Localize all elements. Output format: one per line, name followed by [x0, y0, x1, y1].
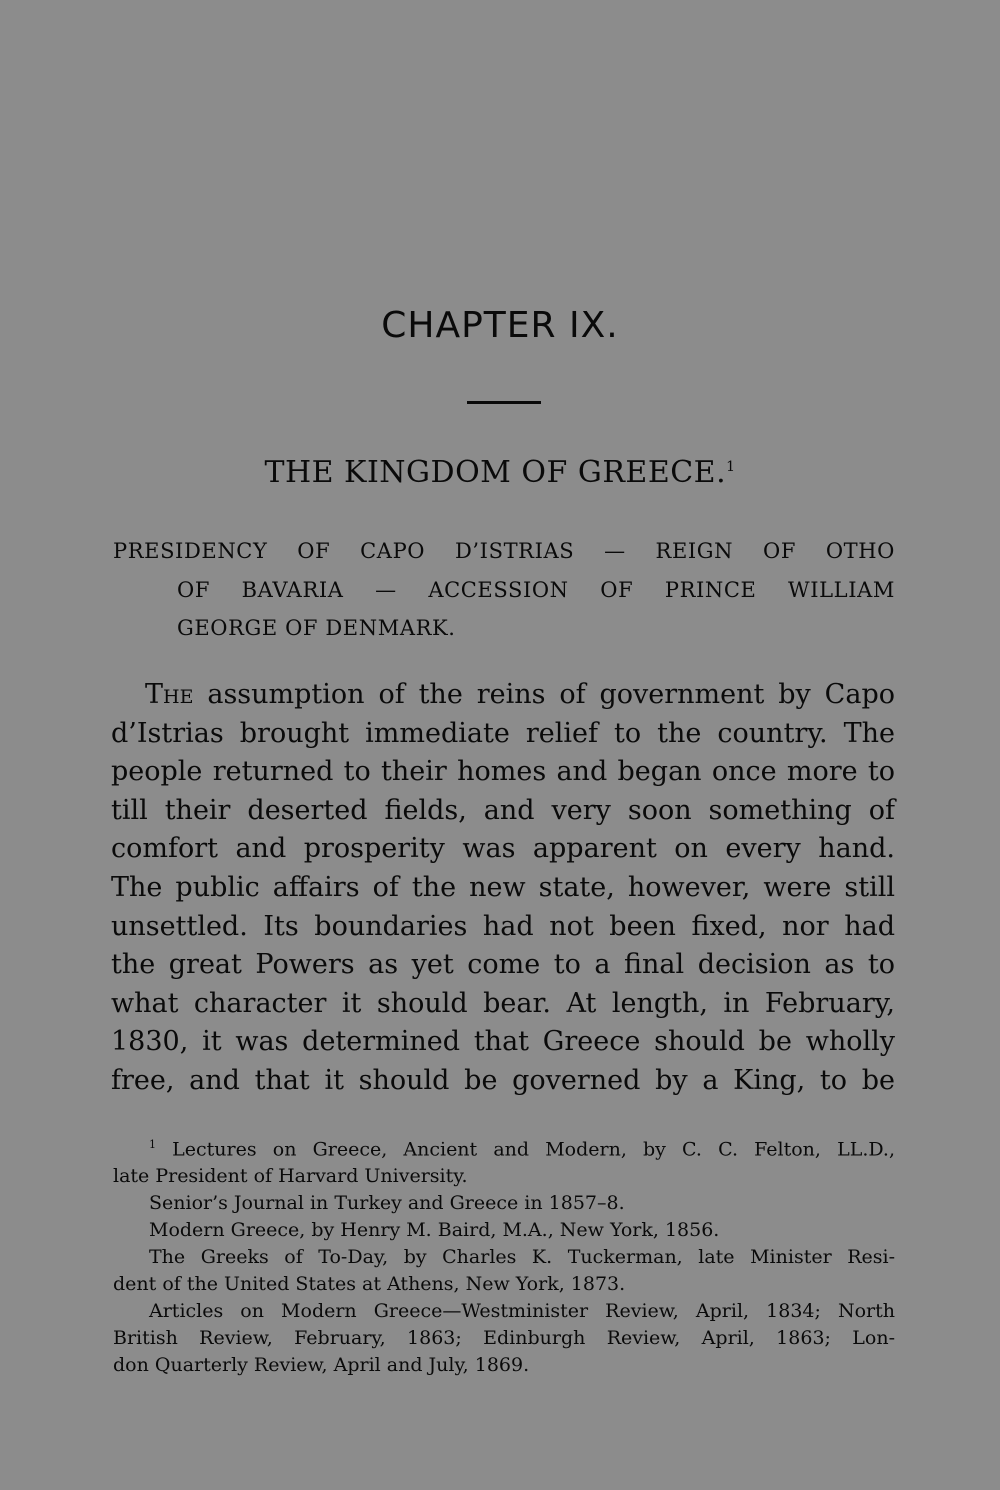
body-line: 1830, it was determined that Greece should be wholly — [111, 1026, 895, 1058]
body-line: unsettled. Its boundaries had not been fixed, nor had — [111, 910, 895, 942]
body-line: the great Powers as yet come to a final decision as to — [111, 949, 895, 981]
footnote-line: Articles on Modern Greece—Westminister Review, April, 1834; North — [149, 1300, 895, 1323]
footnote-line: British Review, February, 1863; Edinburgh Review, April, 1863; Lon- — [113, 1327, 895, 1350]
chapter-heading: CHAPTER IX. — [381, 305, 619, 346]
footnote-text: Lectures on Greece, Ancient and Modern, by C. C. Felton, LL.D., — [172, 1138, 896, 1161]
chapter-summary — [113, 532, 895, 648]
footnote-reference: 1 — [726, 459, 736, 475]
body-line — [111, 676, 895, 715]
footnote-line: don Quarterly Review, April and July, 1869. — [113, 1354, 530, 1377]
body-line: what character it should bear. At length, in February, — [111, 987, 895, 1019]
body-line: till their deserted fields, and very soon something of — [111, 794, 895, 826]
footnote-line: Senior’s Journal in Turkey and Greece in 1857–8. — [149, 1192, 625, 1215]
body-line: d’Istrias brought immediate relief to the country. The — [111, 717, 895, 749]
chapter-title-text: THE KINGDOM OF GREECE. — [264, 455, 727, 490]
footnote-line: The Greeks of To-Day, by Charles K. Tuckerman, late Minister Resi- — [149, 1246, 895, 1269]
body-line: The public affairs of the new state, however, were still — [111, 871, 895, 903]
footnote-line: Modern Greece, by Henry M. Baird, M.A., New York, 1856. — [149, 1219, 720, 1242]
chapter-rule — [467, 401, 541, 404]
footnote-line: dent of the United States at Athens, New York, 1873. — [113, 1273, 626, 1296]
summary-line: OF BAVARIA — ACCESSION OF PRINCE WILLIAM — [177, 577, 895, 602]
footnote-mark: 1 — [149, 1138, 156, 1151]
summary-line: GEORGE OF DENMARK. — [177, 616, 456, 640]
body-line: comfort and prosperity was apparent on every hand. — [111, 833, 895, 865]
footnote-line — [113, 1131, 895, 1163]
body-line: people returned to their homes and began once more to — [111, 756, 895, 788]
body-line-text: assumption of the reins of government by Capo — [207, 679, 895, 710]
chapter-title — [0, 455, 1000, 490]
footnotes — [113, 1131, 895, 1379]
opening-word: The — [145, 679, 194, 710]
body-paragraph — [111, 676, 895, 1101]
summary-line: PRESIDENCY OF CAPO D’ISTRIAS — REIGN OF OTHO — [113, 539, 895, 563]
body-line: free, and that it should be governed by a King, to be — [111, 1064, 895, 1096]
footnote-line: late President of Harvard University. — [113, 1165, 468, 1188]
